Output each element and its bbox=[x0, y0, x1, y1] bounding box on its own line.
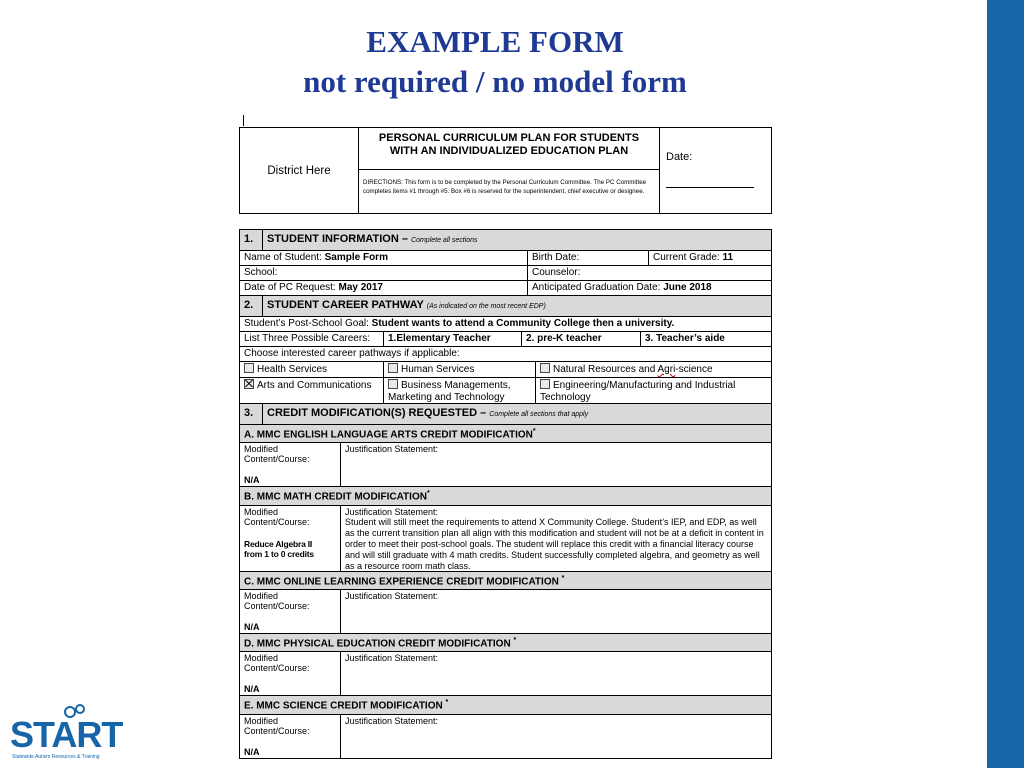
section3-header bbox=[239, 404, 772, 425]
checkbox-human-services[interactable] bbox=[388, 363, 398, 373]
pc-request-row bbox=[239, 281, 772, 296]
pathways-row-1 bbox=[239, 362, 772, 378]
careers-row bbox=[239, 332, 772, 347]
section3-note: Complete all sections that apply bbox=[489, 411, 589, 418]
mod-a-value: N/A bbox=[244, 475, 260, 486]
date-field[interactable] bbox=[659, 128, 772, 213]
careers-label: List Three Possible Careers: bbox=[244, 333, 370, 344]
pathway-business-management[interactable]: Business Managements, Marketing and Technology bbox=[383, 378, 535, 403]
mod-b-justification-field[interactable]: Justification Statement: Student will still meet the requirements to attend X Community College. Student’s IEP, and EDP, as well as the current transition plan all align with this modification and student will not be at a deficit in content in order to meet their post-school goals. The student will replace this credit with a financial literacy course and will still graduate with 4 math credits. Student successfully completed algebra, and geometry as well as a resource room math class. bbox=[340, 506, 771, 571]
career-2-field[interactable]: 2. pre-K teacher bbox=[521, 332, 640, 346]
current-grade-field[interactable]: Current Grade: 11 bbox=[648, 251, 771, 265]
mod-c-title: C. MMC ONLINE LEARNING EXPERIENCE CREDIT MODIFICATION * bbox=[244, 574, 565, 587]
date-label: Date: bbox=[666, 151, 693, 163]
checkbox-health-services[interactable] bbox=[244, 363, 254, 373]
checkbox-business-management[interactable] bbox=[388, 379, 398, 389]
form-header bbox=[239, 127, 772, 214]
career-3-field[interactable]: 3. Teacher’s aide bbox=[640, 332, 771, 346]
section2-number: 2. bbox=[244, 299, 254, 311]
mod-c-justification-field[interactable]: Justification Statement: bbox=[340, 590, 771, 633]
mod-e-justification-field[interactable]: Justification Statement: bbox=[340, 715, 771, 758]
mod-b-justification-text: Student will still meet the requirements to attend X Community College. Student’s IEP, and EDP, as well as the current transition plan all align with this modification and student will not be at a deficit in content in order to meet their post-school goals. The student will replace this credit with a financial literacy course and will still graduate with 4 math credits. Student successfully completed algebra, and geometry as well as a resource room math class. bbox=[345, 516, 764, 571]
slide-title-line1: EXAMPLE FORM bbox=[366, 24, 624, 59]
mod-b-row bbox=[239, 506, 772, 572]
mod-a-content-field[interactable]: Modified Content/Course: N/A bbox=[244, 444, 310, 486]
start-logo bbox=[10, 704, 123, 764]
mod-e-header bbox=[239, 696, 772, 714]
pathway-natural-resources[interactable]: Natural Resources and Agri-science bbox=[535, 362, 771, 377]
logo-text: START bbox=[10, 714, 123, 755]
district-field[interactable]: District Here bbox=[240, 128, 359, 213]
curriculum-form bbox=[239, 229, 772, 759]
accent-bar bbox=[987, 0, 1024, 768]
mod-d-row bbox=[239, 652, 772, 696]
mod-c-content-field[interactable]: Modified Content/Course: N/A bbox=[244, 590, 310, 632]
plan-title-line1: PERSONAL CURRICULUM PLAN FOR STUDENTS bbox=[378, 132, 640, 144]
mod-e-content-field[interactable]: Modified Content/Course: N/A bbox=[244, 715, 310, 757]
pathway-engineering[interactable]: Engineering/Manufacturing and Industrial Technology bbox=[535, 378, 771, 403]
pathway-human-services[interactable]: Human Services bbox=[383, 362, 535, 377]
birth-date-field[interactable]: Birth Date: bbox=[527, 251, 648, 265]
career-1-field[interactable]: 1.Elementary Teacher bbox=[383, 332, 521, 346]
section2-note: (As indicated on the most recent EDP) bbox=[426, 303, 546, 310]
section1-header bbox=[239, 229, 772, 251]
pathway-health-services[interactable]: Health Services bbox=[240, 362, 383, 377]
post-school-goal-row bbox=[239, 317, 772, 332]
checkbox-engineering[interactable] bbox=[540, 379, 550, 389]
student-name-row bbox=[239, 251, 772, 266]
date-line bbox=[666, 187, 754, 188]
section3-title: CREDIT MODIFICATION(S) REQUESTED – Complete all sections that apply bbox=[262, 404, 771, 424]
plan-title-line2: WITH AN INDIVIDUALIZED EDUCATION PLAN bbox=[389, 145, 629, 157]
section2-title: STUDENT CAREER PATHWAY (As indicated on the most recent EDP) bbox=[262, 296, 771, 316]
section1-title: STUDENT INFORMATION – Complete all sections bbox=[262, 230, 771, 250]
section1-number: 1. bbox=[244, 233, 254, 245]
text-cursor bbox=[243, 115, 244, 126]
pathway-arts-communications[interactable]: Arts and Communications bbox=[240, 378, 383, 403]
post-school-goal-field[interactable]: Student’s Post-School Goal: Student wants to attend a Community College then a university. bbox=[244, 318, 675, 329]
pc-request-field[interactable]: Date of PC Request: May 2017 bbox=[244, 282, 383, 293]
section3-number: 3. bbox=[244, 407, 254, 419]
pathways-row-2 bbox=[239, 378, 772, 404]
student-name-field[interactable]: Name of Student: Sample Form bbox=[244, 252, 388, 263]
mod-d-title: D. MMC PHYSICAL EDUCATION CREDIT MODIFICATION * bbox=[244, 636, 517, 650]
mod-b-title: B. MMC MATH CREDIT MODIFICATION* bbox=[244, 490, 430, 503]
school-field[interactable]: School: bbox=[244, 267, 278, 278]
directions-text: DIRECTIONS: This form is to be completed by the Personal Curriculum Committee. The PC Committee completes items #1 through #5. Box #6 is reserved for the superintendent, chief executive or designee. bbox=[363, 179, 647, 195]
mod-b-content-field[interactable]: Modified Content/Course: Reduce Algebra II from 1 to 0 credits bbox=[240, 506, 340, 571]
mod-e-value: N/A bbox=[244, 746, 260, 757]
mod-c-value: N/A bbox=[244, 621, 260, 632]
mod-b-header bbox=[239, 487, 772, 505]
mod-a-title: A. MMC ENGLISH LANGUAGE ARTS CREDIT MODIFICATION* bbox=[244, 428, 536, 441]
pathways-prompt: Choose interested career pathways if applicable: bbox=[244, 348, 460, 359]
section1-note: Complete all sections bbox=[411, 237, 478, 244]
mod-a-justification-field[interactable]: Justification Statement: bbox=[340, 443, 771, 486]
plan-title bbox=[359, 128, 659, 170]
mod-c-header bbox=[239, 572, 772, 590]
mod-a-header bbox=[239, 425, 772, 443]
mod-c-row bbox=[239, 590, 772, 634]
section2-header bbox=[239, 296, 772, 317]
graduation-date-field[interactable]: Anticipated Graduation Date: June 2018 bbox=[527, 281, 771, 295]
mod-e-row bbox=[239, 715, 772, 759]
school-row bbox=[239, 266, 772, 281]
checkbox-natural-resources[interactable] bbox=[540, 363, 550, 373]
logo-subtitle: Statewide Autism Resources & Training bbox=[12, 754, 100, 760]
counselor-field[interactable]: Counselor: bbox=[527, 266, 771, 280]
mod-a-row bbox=[239, 443, 772, 487]
slide-title-line2: not required / no model form bbox=[303, 64, 687, 99]
checkbox-arts-communications[interactable] bbox=[244, 379, 254, 389]
pathways-prompt-row bbox=[239, 347, 772, 362]
mod-e-title: E. MMC SCIENCE CREDIT MODIFICATION * bbox=[244, 699, 449, 712]
mod-d-value: N/A bbox=[244, 684, 260, 695]
mod-d-content-field[interactable]: Modified Content/Course: N/A bbox=[244, 653, 310, 695]
mod-d-header bbox=[239, 634, 772, 652]
mod-b-value: Reduce Algebra II from 1 to 0 credits bbox=[244, 538, 314, 559]
mod-d-justification-field[interactable]: Justification Statement: bbox=[340, 652, 771, 695]
